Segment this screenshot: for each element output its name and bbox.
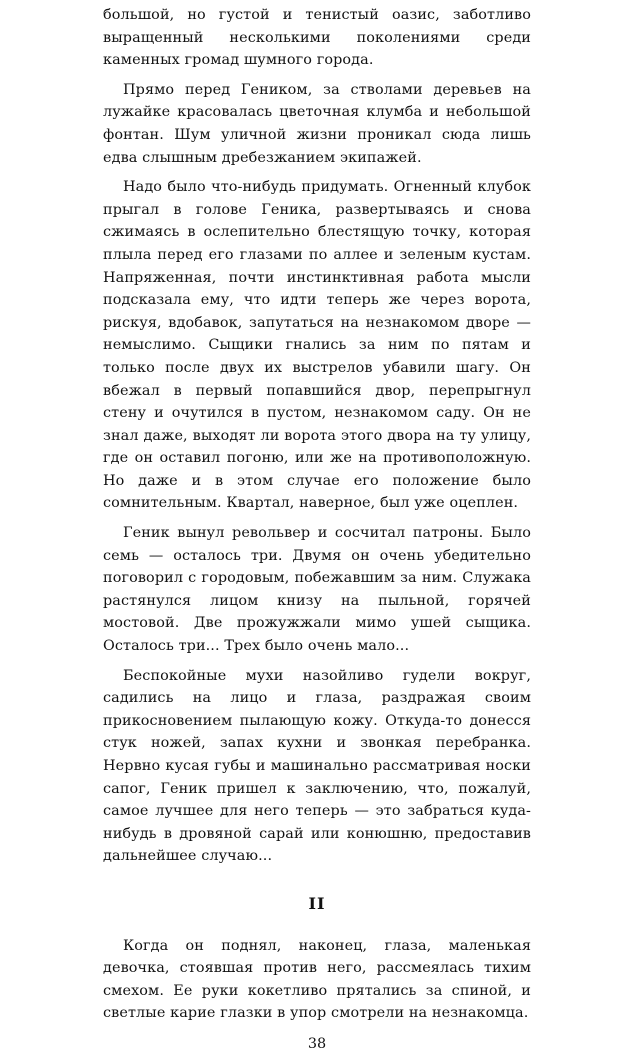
paragraph-girl: Когда он поднял, наконец, глаза, маленькая девочка, стоявшая против него, рассмеялась тихим смехом. Ее руки кокетливо прятались за спиной, и светлые карие глазки в упор смотрели на незнакомца.	[103, 937, 531, 1022]
paragraph-flies: Беспокойные мухи назойливо гудели вокруг, садились на лицо и глаза, раздражая своим прикосновением пылающую кожу. Откуда-то донесся стук ножей, запах кухни и звонкая перебранка. Нервно кусая губы и машинально рассматривая носки сапог, Геник пришел к заключению, что, пожалуй, самое лучшее для него теперь — это забраться куда-нибудь в дровяной сарай или конюшню, предоставив дальнейшее случаю...	[103, 667, 531, 865]
book-page	[103, 4, 531, 1056]
section-number: II	[308, 893, 326, 913]
paragraph-escape-plan: Надо было что-нибудь придумать. Огненный клубок прыгал в голове Геника, развертываясь и снова сжимаясь в ослепительно блестящую точку, которая плыла перед его глазами по аллее и зеленым кустам. Напряженная, почти инстинктивная работа мысли подсказала ему, что идти теперь же через ворота, рискуя, вдобавок, запутаться на незнакомом дворе — немыслимо. Сыщики гнались за ним по пятам и только после двух их выстрелов убавили шагу. Он вбежал в первый попавшийся двор, перепрыгнул стену и очутился в пустом, незнакомом саду. Он не знал даже, выходят ли ворота этого двора на ту улицу, где он оставил погоню, или же на противоположную. Но даже и в этом случае его положение было сомнительным. Квартал, наверное, был уже оцеплен.	[103, 179, 531, 512]
page-number: 38	[307, 1035, 327, 1052]
paragraph-continued: большой, но густой и тенистый оазис, заботливо выращенный несколькими поколениями среди каменных громад шумного города.	[103, 7, 531, 69]
paragraph-revolver: Геник вынул револьвер и сосчитал патроны. Было семь — осталось три. Двумя он очень убедительно поговорил с городовым, побежавшим за ним. Служака растянулся лицом книзу на пыльной, горячей мостовой. Две прожужжали мимо ушей сыщика. Осталось три... Трех было очень мало...	[103, 525, 531, 655]
paragraph-fountain: Прямо перед Геником, за стволами деревьев на лужайке красовалась цветочная клумба и небольшой фонтан. Шум уличной жизни проникал сюда лишь едва слышным дребезжанием экипажей.	[103, 81, 531, 166]
